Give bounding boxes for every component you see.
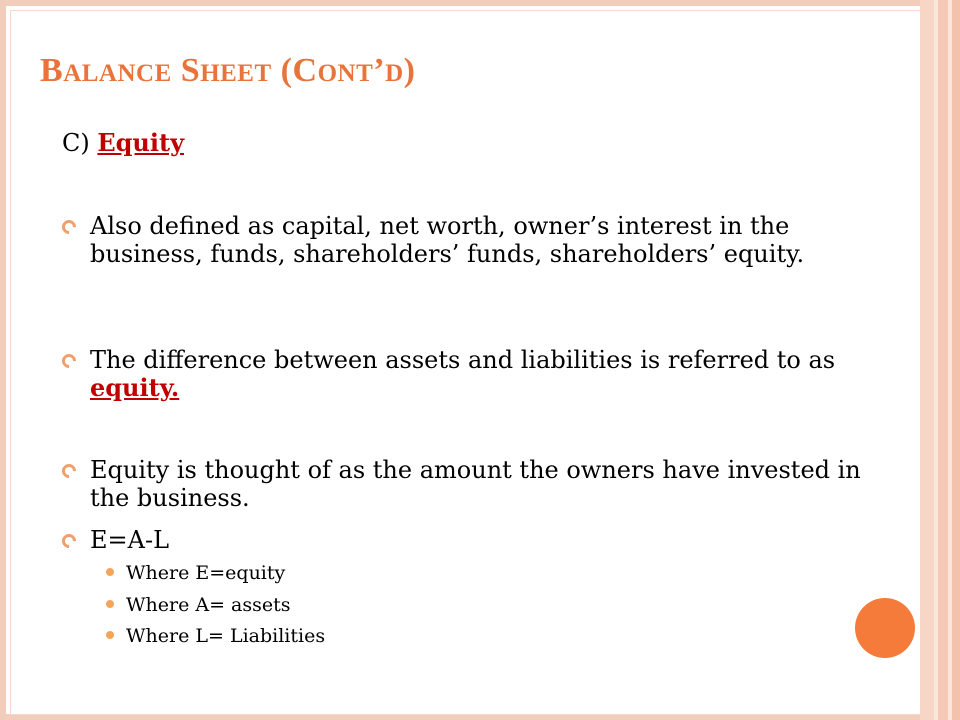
title-part: HEET (200, 60, 272, 87)
section-heading-term: Equity (97, 128, 185, 157)
bullet-text-main: The difference between assets and liabilities is referred to as (90, 346, 836, 374)
section-heading-prefix: C) (62, 129, 98, 157)
title-part: (C (271, 52, 318, 89)
title-part: ONT (317, 60, 374, 87)
bullet-emphasis: equity. (90, 373, 180, 402)
bullet-text: Also defined as capital, net worth, owner’s interest in the business, funds, shareholders’ funds, shareholders’ equity. (90, 212, 805, 268)
sub-bullet-icon (106, 568, 114, 576)
title-part: S (171, 52, 201, 89)
sub-bullet-item (106, 594, 291, 616)
slide-title (40, 52, 415, 90)
sub-bullet-icon (106, 600, 114, 608)
sub-bullet-text: Where E=equity (126, 562, 286, 584)
title-part: B (40, 52, 64, 89)
sub-bullet-item (106, 562, 285, 584)
title-part: ’ (373, 52, 386, 89)
title-part: ALANCE (63, 60, 172, 87)
section-heading (62, 128, 184, 157)
bullet-text: Equity is thought of as the amount the owners have invested in the business. (90, 456, 861, 512)
sub-bullet-text: Where L= Liabilities (126, 625, 326, 647)
decor-stripe (952, 0, 960, 720)
sub-bullet-icon (106, 631, 114, 639)
title-part: ) (403, 52, 416, 89)
bullet-text (90, 346, 890, 402)
bullet-text: E=A-L (90, 526, 170, 554)
title-part: D (385, 60, 404, 87)
decor-stripe (920, 0, 934, 720)
sub-bullet-item (106, 625, 325, 647)
decor-circle (855, 598, 915, 658)
decor-stripe (938, 0, 948, 720)
sub-bullet-text: Where A= assets (126, 594, 291, 616)
